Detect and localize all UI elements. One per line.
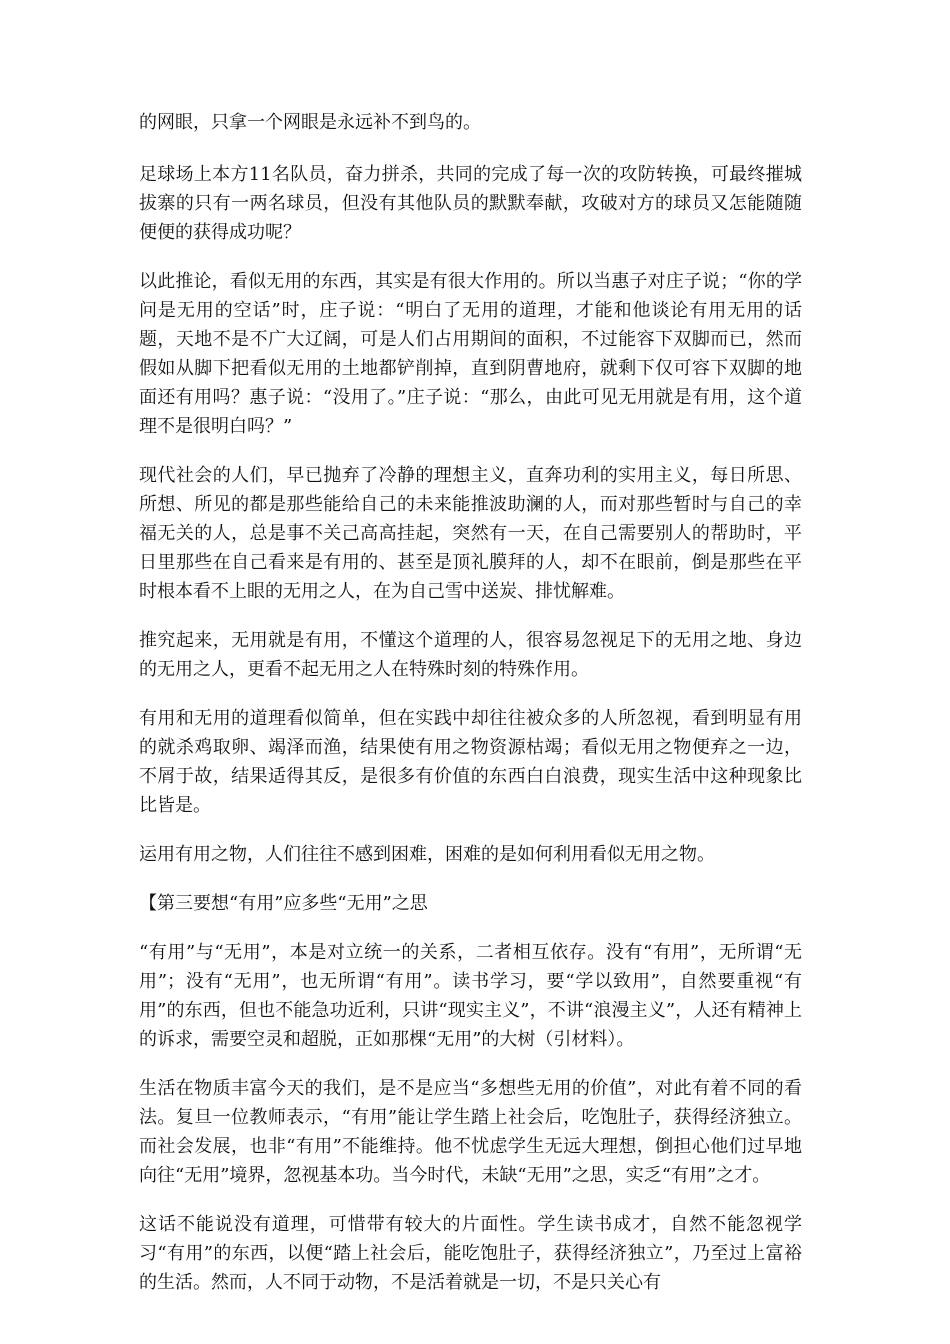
paragraph-6: 有用和无用的道理看似简单，但在实践中却往往被众多的人所忽视，看到明显有用的就杀鸡取卵、竭泽而渔，结果使有用之物资源枯竭；看似无用之物便弃之一边，不屑于故，结果适得其反，是很多有价值的东西白白浪费，现实生活中这种现象比比皆是。 — [139, 708, 802, 816]
paragraph-2: 足球场上本方11名队员，奋力拼杀，共同的完成了每一次的攻防转换，可最终摧城拔寨的只有一两名球员，但没有其他队员的默默奉献，攻破对方的球员又怎能随随便便的获得成功呢？ — [139, 164, 802, 243]
paragraph-8: “有用”与“无用”，本是对立统一的关系，二者相互依存。没有“有用”，无所谓“无用”；没有“无用”，也无所谓“有用”。读书学习，要“学以致用”，自然要重视“有用”的东西，但也不能急功近利，只讲“现实主义”，不讲“浪漫主义”，人还有精神上的诉求，需要空灵和超脱，正如那棵“无用”的大树（引材料）。 — [139, 942, 802, 1050]
paragraph-3: 以此推论，看似无用的东西，其实是有很大作用的。所以当惠子对庄子说；“你的学问是无用的空话”时，庄子说：“明白了无用的道理，才能和他谈论有用无用的话题，天地不是不广大辽阔，可是人们占用期间的面积，不过能容下双脚而已，然而假如从脚下把看似无用的土地都铲削掉，直到阴曹地府，就剩下仅可容下双脚的地面还有用吗？惠子说：“没用了。”庄子说：“那么，由此可见无用就是有用，这个道理不是很明白吗？” — [139, 271, 802, 437]
document-page — [139, 108, 802, 1317]
paragraph-4: 现代社会的人们，早已抛弃了冷静的理想主义，直奔功利的实用主义，每日所思、所想、所见的都是那些能给自己的未来能推波助澜的人，而对那些暂时与自己的幸福无关的人，总是事不关己高高挂起，突然有一天，在自己需要别人的帮助时，平日里那些在自己看来是有用的、甚至是顶礼膜拜的人，却不在眼前，倒是那些在平时根本看不上眼的无用之人，在为自己雪中送炭、排忧解难。 — [139, 465, 802, 602]
paragraph-9: 生活在物质丰富今天的我们，是不是应当“多想些无用的价值”，对此有着不同的看法。复旦一位教师表示，“有用”能让学生踏上社会后，吃饱肚子，获得经济独立。而社会发展，也非“有用”不能维持。他不忧虑学生无远大理想，倒担心他们过早地向往“无用”境界，忽视基本功。当今时代，未缺“无用”之思，实乏“有用”之才。 — [139, 1078, 802, 1186]
paragraph-7: 运用有用之物，人们往往不感到困难，困难的是如何利用看似无用之物。 — [139, 844, 715, 865]
paragraph-5: 推究起来，无用就是有用，不懂这个道理的人，很容易忽视足下的无用之地、身边的无用之人，更看不起无用之人在特殊时刻的特殊作用。 — [139, 630, 802, 680]
section-heading: 【第三要想“有用”应多些“无用”之思 — [139, 893, 428, 914]
paragraph-1: 的网眼，只拿一个网眼是永远补不到鸟的。 — [139, 112, 481, 133]
paragraph-10: 这话不能说没有道理，可惜带有较大的片面性。学生读书成才，自然不能忽视学习“有用”的东西，以便“踏上社会后，能吃饱肚子，获得经济独立”，乃至过上富裕的生活。然而，人不同于动物，不是活着就是一切，不是只关心有 — [139, 1214, 802, 1293]
